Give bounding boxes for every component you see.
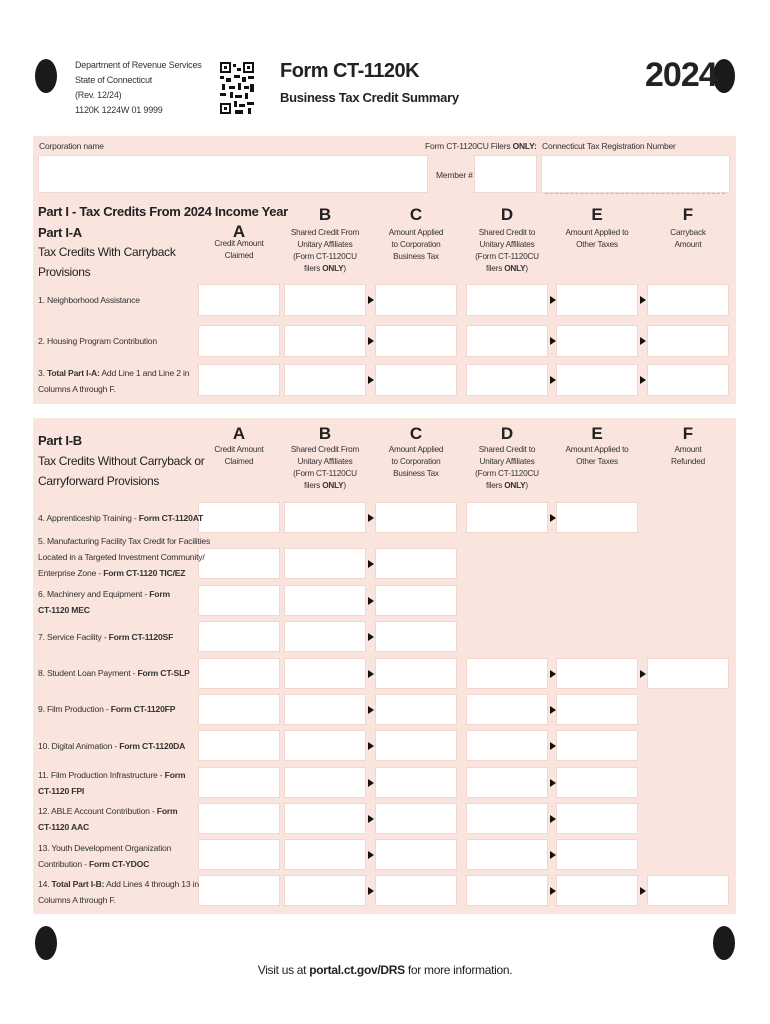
- part1b-line5-col-a-field[interactable]: [198, 548, 280, 579]
- part1a-line2-col-c-field[interactable]: [375, 325, 457, 357]
- part1b-line12-col-d-field[interactable]: [466, 803, 548, 834]
- part1b-line13-col-d-field[interactable]: [466, 839, 548, 870]
- part1a-column-d-desc: [458, 227, 556, 275]
- part1a-subtitle: Part I-A: [38, 225, 82, 240]
- part1b-column-d-letter: D: [500, 424, 514, 443]
- arrow-right-icon: [640, 887, 646, 895]
- part1b-line11-col-d-field[interactable]: [466, 767, 548, 798]
- part1b-line14-col-d-field[interactable]: [466, 875, 548, 906]
- part1a-column-e-header: [548, 206, 646, 251]
- part1a-column-desc-line: (Form CT-1120CU: [475, 252, 539, 261]
- part1b-line5-col-c-field[interactable]: [375, 548, 457, 579]
- part1b-line13-label: [38, 840, 198, 872]
- part1b-line7-label: [38, 629, 198, 645]
- part1a-column-desc-line: Amount Applied to: [565, 228, 629, 237]
- part1b-column-desc-line: Amount Applied: [388, 445, 444, 454]
- registration-mark: [35, 59, 57, 93]
- arrow-right-icon: [550, 376, 556, 384]
- part1a-column-b-desc: [276, 227, 374, 275]
- part1b-column-e-letter: E: [591, 424, 603, 443]
- arrow-right-icon: [550, 851, 556, 859]
- row-label-line: CT-1120 AAC: [38, 822, 89, 832]
- part1a-column-a-desc: [190, 238, 288, 262]
- part1b-line12-col-e-field[interactable]: [556, 803, 638, 834]
- part1b-line14-col-a-field[interactable]: [198, 875, 280, 906]
- part1b-column-desc-line: Amount Applied to: [565, 445, 629, 454]
- part1a-desc-line2: Provisions: [38, 265, 91, 279]
- row-label-line: 11. Film Production Infrastructure - Form: [38, 770, 186, 780]
- part1b-column-desc-line: Unitary Affiliates: [297, 457, 353, 466]
- part1b-column-c-letter: C: [409, 424, 423, 443]
- part1a-column-desc-line: Unitary Affiliates: [297, 240, 353, 249]
- part1b-line6-col-c-field[interactable]: [375, 585, 457, 616]
- part1a-line3-label: [38, 365, 198, 397]
- arrow-right-icon: [368, 376, 374, 384]
- part1b-column-c-header: [367, 425, 465, 480]
- part1b-subtitle: Part I-B: [38, 433, 82, 448]
- part1a-column-desc-line: Business Tax: [393, 252, 439, 261]
- part1a-column-desc-line: Claimed: [224, 251, 254, 260]
- tax-registration-field[interactable]: [541, 155, 730, 193]
- part1b-column-desc-line: Shared Credit to: [478, 445, 536, 454]
- part1b-line6-col-b-field[interactable]: [284, 585, 366, 616]
- part1b-line9-label: [38, 701, 198, 717]
- part1a-column-desc-line: Shared Credit From: [290, 228, 360, 237]
- part1b-line5-col-b-field[interactable]: [284, 548, 366, 579]
- part1a-line3-col-c-field[interactable]: [375, 364, 457, 396]
- part1b-line11-label: [38, 767, 198, 799]
- part1a-column-c-desc: [367, 227, 465, 263]
- part1b-line4-col-b-field[interactable]: [284, 502, 366, 533]
- part1b-line8-col-b-field[interactable]: [284, 658, 366, 689]
- part1b-column-desc-line: Other Taxes: [576, 457, 618, 466]
- part1b-column-a-letter: A: [232, 424, 246, 443]
- part1b-column-desc-line: Unitary Affiliates: [479, 457, 535, 466]
- part1b-line4-col-d-field[interactable]: [466, 502, 548, 533]
- part1b-line6-col-a-field[interactable]: [198, 585, 280, 616]
- part1b-line14-col-c-field[interactable]: [375, 875, 457, 906]
- arrow-right-icon: [368, 597, 374, 605]
- part1b-line14-col-f-field[interactable]: [647, 875, 729, 906]
- arrow-right-icon: [368, 514, 374, 522]
- arrow-right-icon: [368, 337, 374, 345]
- part1a-column-c-letter: C: [409, 205, 423, 224]
- row-label-line: Columns A through F.: [38, 384, 116, 394]
- part1a-column-desc-line: filers ONLY): [486, 264, 528, 273]
- part1b-column-c-desc: [367, 444, 465, 480]
- part1a-line1-col-d-field[interactable]: [466, 284, 548, 316]
- part1b-line11-col-c-field[interactable]: [375, 767, 457, 798]
- department-name: Department of Revenue Services: [75, 60, 202, 70]
- part1b-line7-col-b-field[interactable]: [284, 621, 366, 652]
- part1a-column-desc-line: Amount Applied: [388, 228, 444, 237]
- arrow-right-icon: [368, 887, 374, 895]
- part1b-line4-col-a-field[interactable]: [198, 502, 280, 533]
- part1a-column-b-header: [276, 206, 374, 275]
- part1a-column-desc-line: (Form CT-1120CU: [293, 252, 357, 261]
- part1b-column-a-desc: [190, 444, 288, 468]
- part1b-column-d-desc: [458, 444, 556, 492]
- part1b-column-desc-line: Business Tax: [393, 469, 439, 478]
- member-number-field[interactable]: [474, 155, 537, 193]
- part1a-column-e-letter: E: [591, 205, 603, 224]
- arrow-right-icon: [368, 851, 374, 859]
- tax-registration-label: Connecticut Tax Registration Number: [542, 141, 676, 151]
- arrow-right-icon: [640, 337, 646, 345]
- cu-filers-text: Form CT-1120CU Filers: [425, 141, 511, 151]
- part1a-column-desc-line: Other Taxes: [576, 240, 618, 249]
- part1a-column-f-header: [639, 206, 737, 251]
- part1b-line10-col-b-field[interactable]: [284, 730, 366, 761]
- part1b-line10-col-e-field[interactable]: [556, 730, 638, 761]
- arrow-right-icon: [368, 779, 374, 787]
- form-subtitle: Business Tax Credit Summary: [280, 90, 459, 105]
- arrow-right-icon: [550, 815, 556, 823]
- arrow-right-icon: [550, 887, 556, 895]
- part1a-line1-col-f-field[interactable]: [647, 284, 729, 316]
- part1b-line12-col-a-field[interactable]: [198, 803, 280, 834]
- tax-registration-dashes: [545, 193, 725, 194]
- row-label-line: 8. Student Loan Payment - Form CT-SLP: [38, 668, 190, 678]
- footer-pre: Visit us at: [257, 963, 310, 977]
- arrow-right-icon: [640, 670, 646, 678]
- part1b-line9-col-d-field[interactable]: [466, 694, 548, 725]
- part1b-column-f-letter: F: [682, 424, 694, 443]
- part1b-column-e-desc: [548, 444, 646, 468]
- part1b-column-desc-line: Refunded: [671, 457, 705, 466]
- row-label-line: 3. Total Part I-A: Add Line 1 and Line 2 in: [38, 368, 190, 378]
- part1b-column-desc-line: filers ONLY): [486, 481, 528, 490]
- part1b-column-e-header: [548, 425, 646, 468]
- part1a-line2-col-a-field[interactable]: [198, 325, 280, 357]
- part1a-line1-label: [38, 292, 198, 308]
- part1b-line8-col-e-field[interactable]: [556, 658, 638, 689]
- form-title: Form CT-1120K: [280, 60, 420, 82]
- row-label-line: 14. Total Part I-B: Add Lines 4 through 13 in: [38, 879, 199, 889]
- row-label-line: Columns A through F.: [38, 895, 116, 905]
- row-label-line: 1. Neighborhood Assistance: [38, 295, 140, 305]
- part1a-line2-col-e-field[interactable]: [556, 325, 638, 357]
- part1b-line11-col-b-field[interactable]: [284, 767, 366, 798]
- arrow-right-icon: [368, 742, 374, 750]
- department-info: [75, 58, 215, 118]
- part1b-line8-label: [38, 665, 198, 681]
- part1a-line1-col-e-field[interactable]: [556, 284, 638, 316]
- arrow-right-icon: [640, 376, 646, 384]
- part1a-line1-col-b-field[interactable]: [284, 284, 366, 316]
- corporation-name-label: Corporation name: [39, 141, 104, 151]
- qr-code-icon: [220, 62, 254, 114]
- member-label: Member #: [436, 170, 473, 180]
- part1a-column-desc-line: Shared Credit to: [478, 228, 536, 237]
- cu-filers-label: [425, 141, 537, 151]
- row-label-line: 13. Youth Development Organization: [38, 843, 172, 853]
- part1b-line12-col-c-field[interactable]: [375, 803, 457, 834]
- part1b-line11-col-a-field[interactable]: [198, 767, 280, 798]
- row-label-line: 10. Digital Animation - Form CT-1120DA: [38, 741, 186, 751]
- part1b-column-f-desc: [639, 444, 737, 468]
- registration-mark: [713, 926, 735, 960]
- arrow-right-icon: [368, 296, 374, 304]
- part1b-line9-col-b-field[interactable]: [284, 694, 366, 725]
- part1a-line3-col-e-field[interactable]: [556, 364, 638, 396]
- part1b-line8-col-c-field[interactable]: [375, 658, 457, 689]
- part1b-column-desc-line: Claimed: [224, 457, 254, 466]
- part1a-line2-label: [38, 333, 198, 349]
- part1b-desc-line1: Tax Credits Without Carryback or: [38, 454, 205, 468]
- part1b-line8-col-d-field[interactable]: [466, 658, 548, 689]
- row-label-line: 5. Manufacturing Facility Tax Credit for Facilities: [38, 536, 211, 546]
- arrow-right-icon: [550, 296, 556, 304]
- part1b-column-b-header: [276, 425, 374, 492]
- part1a-line3-col-a-field[interactable]: [198, 364, 280, 396]
- part1a-line2-col-f-field[interactable]: [647, 325, 729, 357]
- part1b-line7-col-a-field[interactable]: [198, 621, 280, 652]
- part1a-line3-col-d-field[interactable]: [466, 364, 548, 396]
- part1a-column-a-letter: A: [232, 222, 246, 241]
- part1b-line12-label: [38, 803, 198, 835]
- part1b-column-desc-line: Amount: [674, 445, 702, 454]
- arrow-right-icon: [640, 296, 646, 304]
- arrow-right-icon: [550, 706, 556, 714]
- part1a-column-d-letter: D: [500, 205, 514, 224]
- part1b-line13-col-b-field[interactable]: [284, 839, 366, 870]
- part1a-line2-col-b-field[interactable]: [284, 325, 366, 357]
- row-label-line: 7. Service Facility - Form CT-1120SF: [38, 632, 174, 642]
- row-label-line: Located in a Targeted Investment Community/: [38, 552, 205, 562]
- part1a-column-desc-line: to Corporation: [391, 240, 441, 249]
- part1b-line6-label: [38, 586, 198, 618]
- arrow-right-icon: [550, 514, 556, 522]
- part1a-column-desc-line: Unitary Affiliates: [479, 240, 535, 249]
- revision-date: (Rev. 12/24): [75, 90, 122, 100]
- arrow-right-icon: [550, 742, 556, 750]
- arrow-right-icon: [550, 670, 556, 678]
- part1b-line10-col-c-field[interactable]: [375, 730, 457, 761]
- part1b-line13-col-a-field[interactable]: [198, 839, 280, 870]
- part1b-line4-col-c-field[interactable]: [375, 502, 457, 533]
- part1b-column-desc-line: Credit Amount: [214, 445, 264, 454]
- part1b-line14-col-e-field[interactable]: [556, 875, 638, 906]
- row-label-line: 9. Film Production - Form CT-1120FP: [38, 704, 176, 714]
- part1b-column-desc-line: Shared Credit From: [290, 445, 360, 454]
- part1b-line12-col-b-field[interactable]: [284, 803, 366, 834]
- part1b-line10-label: [38, 738, 198, 754]
- part1a-column-desc-line: Amount: [674, 240, 702, 249]
- part1b-column-desc-line: to Corporation: [391, 457, 441, 466]
- part1a-line1-col-c-field[interactable]: [375, 284, 457, 316]
- form-code: 1120K 1224W 01 9999: [75, 105, 163, 115]
- arrow-right-icon: [368, 706, 374, 714]
- part1b-column-a-header: [190, 425, 288, 468]
- footer-link[interactable]: portal.ct.gov/DRS: [309, 963, 405, 977]
- part1a-column-desc-line: Credit Amount: [214, 239, 264, 248]
- part1b-line14-col-b-field[interactable]: [284, 875, 366, 906]
- part1b-column-desc-line: filers ONLY): [304, 481, 346, 490]
- part1a-column-f-letter: F: [682, 205, 694, 224]
- part1b-line13-col-e-field[interactable]: [556, 839, 638, 870]
- row-label-line: Enterprise Zone - Form CT-1120 TIC/EZ: [38, 568, 186, 578]
- part1b-line5-label: [38, 533, 211, 581]
- part1a-line3-col-b-field[interactable]: [284, 364, 366, 396]
- part1b-column-desc-line: (Form CT-1120CU: [475, 469, 539, 478]
- cu-only-text: ONLY:: [512, 141, 537, 151]
- arrow-right-icon: [368, 560, 374, 568]
- row-label-line: CT-1120 FPI: [38, 786, 85, 796]
- part1a-column-desc-line: Carryback: [670, 228, 706, 237]
- part1b-column-b-desc: [276, 444, 374, 492]
- arrow-right-icon: [550, 779, 556, 787]
- part1b-line10-col-a-field[interactable]: [198, 730, 280, 761]
- state-name: State of Connecticut: [75, 75, 153, 85]
- part1a-line3-col-f-field[interactable]: [647, 364, 729, 396]
- part1b-description: [38, 451, 204, 491]
- part1a-column-b-letter: B: [318, 205, 332, 224]
- part1b-line10-col-d-field[interactable]: [466, 730, 548, 761]
- corporation-name-field[interactable]: [38, 155, 428, 193]
- part1b-line13-col-c-field[interactable]: [375, 839, 457, 870]
- row-label-line: 2. Housing Program Contribution: [38, 336, 157, 346]
- row-label-line: 6. Machinery and Equipment - Form: [38, 589, 170, 599]
- part1-title: Part I - Tax Credits From 2024 Income Year: [38, 204, 288, 219]
- row-label-line: CT-1120 MEC: [38, 605, 90, 615]
- arrow-right-icon: [368, 670, 374, 678]
- part1a-line2-col-d-field[interactable]: [466, 325, 548, 357]
- part1b-line8-col-a-field[interactable]: [198, 658, 280, 689]
- part1a-line1-col-a-field[interactable]: [198, 284, 280, 316]
- part1b-line7-col-c-field[interactable]: [375, 621, 457, 652]
- part1a-column-e-desc: [548, 227, 646, 251]
- part1b-line14-label: [38, 876, 198, 908]
- part1b-desc-line2: Carryforward Provisions: [38, 474, 160, 488]
- part1b-line9-col-c-field[interactable]: [375, 694, 457, 725]
- part1a-column-c-header: [367, 206, 465, 263]
- part1b-column-desc-line: (Form CT-1120CU: [293, 469, 357, 478]
- arrow-right-icon: [368, 815, 374, 823]
- row-label-line: 12. ABLE Account Contribution - Form: [38, 806, 178, 816]
- row-label-line: 4. Apprenticeship Training - Form CT-1120AT: [38, 513, 204, 523]
- tax-year: 2024: [645, 56, 717, 94]
- arrow-right-icon: [368, 633, 374, 641]
- part1b-line9-col-e-field[interactable]: [556, 694, 638, 725]
- part1a-column-desc-line: filers ONLY): [304, 264, 346, 273]
- part1b-column-b-letter: B: [318, 424, 332, 443]
- footer-post: for more information.: [404, 963, 513, 977]
- part1a-column-d-header: [458, 206, 556, 275]
- part1a-column-f-desc: [639, 227, 737, 251]
- part1b-column-f-header: [639, 425, 737, 468]
- part1a-desc-line1: Tax Credits With Carryback: [38, 245, 176, 259]
- part1b-line4-label: [38, 510, 204, 526]
- registration-mark: [35, 926, 57, 960]
- footer-text: [0, 963, 770, 977]
- part1b-column-d-header: [458, 425, 556, 492]
- part1b-line4-col-e-field[interactable]: [556, 502, 638, 533]
- part1b-line9-col-a-field[interactable]: [198, 694, 280, 725]
- row-label-line: Contribution - Form CT-YDOC: [38, 859, 150, 869]
- arrow-right-icon: [550, 337, 556, 345]
- part1b-line11-col-e-field[interactable]: [556, 767, 638, 798]
- part1a-column-a-header: [190, 223, 288, 262]
- part1b-line8-col-f-field[interactable]: [647, 658, 729, 689]
- part1a-description: [38, 242, 176, 282]
